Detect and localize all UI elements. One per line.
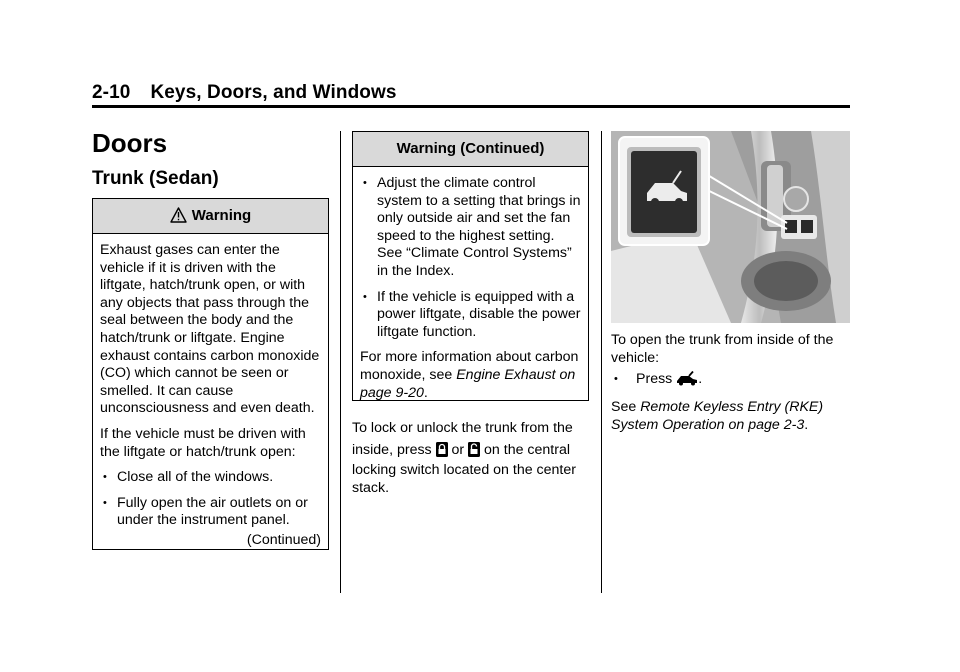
warning-continued-box xyxy=(352,131,589,401)
engine-exhaust-reference: Engine Exhaust on page 9-20 xyxy=(360,366,576,401)
trunk-release-icon xyxy=(676,371,698,392)
subsection-title: Trunk (Sedan) xyxy=(92,168,219,189)
more-info-paragraph: For more information about carbon monoxide, see Engine Exhaust on page 9-20. xyxy=(360,349,579,401)
warning-triangle-icon xyxy=(170,202,187,236)
warning-box xyxy=(92,198,329,550)
warning-box-header xyxy=(93,199,328,234)
see-reference-paragraph: See Remote Keyless Entry (RKE) System Operation on page 2-3. xyxy=(611,399,824,433)
chapter-title: Keys, Doors, and Windows xyxy=(150,82,397,103)
lock-icon xyxy=(436,442,448,463)
lock-paragraph: To lock or unlock the trunk from the inside, press or on the central locking switch located on the center stack. xyxy=(352,420,576,496)
page-number: 2-10 xyxy=(92,82,131,103)
list-item: • Fully open the air outlets on or under the instrument panel. xyxy=(103,494,308,529)
column-divider-1 xyxy=(340,131,341,593)
unlock-icon xyxy=(468,442,480,463)
list-item: • Adjust the climate control system to a setting that brings in only outside air and set the fan speed to the highest setting. See “Climate Control Systems” in the Index. xyxy=(363,175,581,279)
section-title: Doors xyxy=(92,128,168,158)
rke-reference: Remote Keyless Entry (RKE) System Operation on page 2-3 xyxy=(611,399,824,433)
warning-paragraph-2: If the vehicle must be driven with the liftgate or hatch/trunk open: xyxy=(100,425,306,460)
list-item: • If the vehicle is equipped with a power liftgate, disable the power liftgate function. xyxy=(363,288,581,340)
warning-title: Warning xyxy=(191,207,252,224)
column-divider-2 xyxy=(601,131,602,593)
page-header xyxy=(92,82,397,104)
header-rule xyxy=(92,105,850,108)
warning-paragraph-1: Exhaust gases can enter the vehicle if it is driven with the liftgate, hatch/trunk open, or with any objects that pass through the seal between the body and the hatch/trunk or liftgate. Engine exhaust contains carbon monoxide (CO) which cannot be seen or smelled. It can cause unconsciousness and even death. xyxy=(100,242,320,417)
list-item: • Close all of the windows. xyxy=(103,469,274,486)
continued-label: (Continued) xyxy=(246,531,321,548)
warning-continued-header: Warning (Continued) xyxy=(353,132,588,167)
console-photo xyxy=(611,131,850,323)
list-item: • Press . xyxy=(611,371,851,392)
open-trunk-paragraph: To open the trunk from inside of the vehicle: xyxy=(611,332,834,366)
